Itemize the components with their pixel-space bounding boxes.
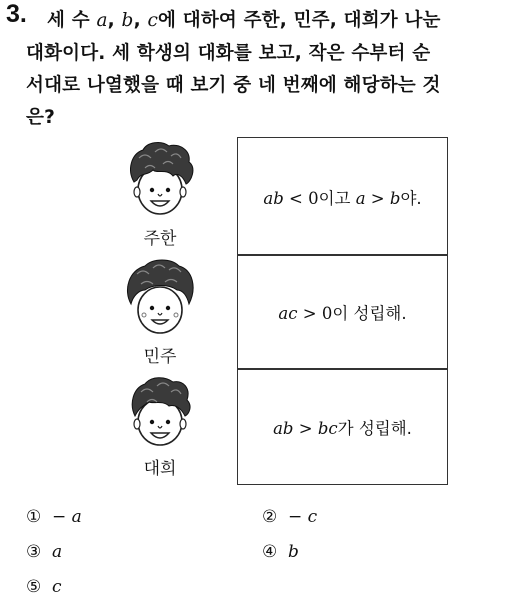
person-name-minju: 민주 [143, 347, 177, 367]
statement-box-minju [237, 254, 448, 370]
question-number: 3. [6, 0, 27, 28]
choice-4[interactable]: ④ b [262, 542, 299, 562]
choice-1[interactable]: ① − a [26, 507, 82, 527]
choice-3[interactable]: ③ a [26, 542, 63, 562]
statement-text: ab > bc가 성립해. [273, 418, 412, 438]
statement-text: ac > 0이 성립해. [278, 304, 407, 323]
boy-face-icon [117, 376, 203, 452]
statement-box-juhan [237, 137, 448, 256]
question-line-3: 서대로 나열했을 때 보기 중 네 번째에 해당하는 것 [26, 75, 441, 96]
choice-2[interactable]: ② − c [262, 507, 318, 527]
var-a: a [96, 10, 108, 31]
person-juhan [110, 140, 210, 249]
question-line-2: 대화이다. 세 학생의 대화를 보고, 작은 수부터 순 [26, 43, 431, 64]
person-daehui [110, 376, 210, 479]
boy-face-icon [117, 140, 203, 222]
girl-face-icon [117, 258, 203, 340]
choice-5[interactable]: ⑤ c [26, 577, 62, 597]
person-name-daehui: 대희 [143, 459, 177, 479]
person-minju [110, 258, 210, 367]
var-c: c [147, 10, 159, 31]
statement-box-daehui [237, 368, 448, 485]
var-b: b [121, 10, 134, 31]
question-line-1: 세 수 a, b, c에 대하여 주한, 민주, 대희가 나눈 [47, 10, 441, 31]
person-name-juhan: 주한 [143, 229, 177, 249]
question-line-4: 은? [26, 107, 56, 128]
statement-text: ab < 0이고 a > b야. [263, 188, 422, 208]
